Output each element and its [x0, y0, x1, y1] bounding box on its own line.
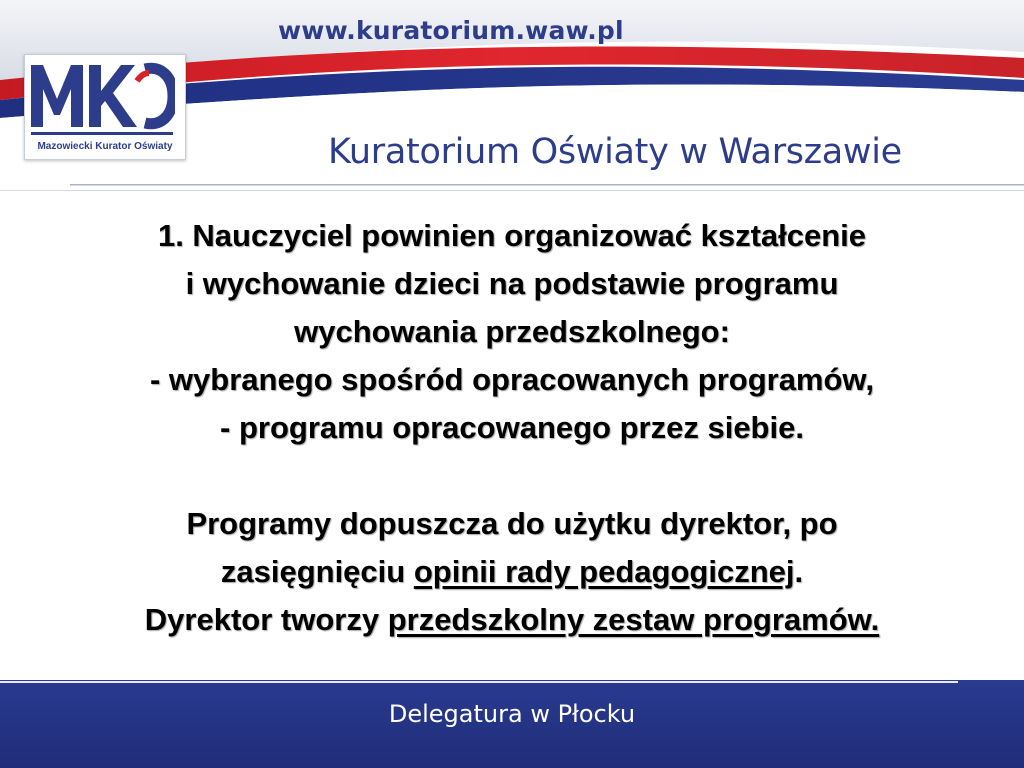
slide-body	[0, 212, 1024, 644]
footer-text: Delegatura w Płocku	[388, 700, 636, 728]
body-line	[0, 596, 1024, 644]
underlined-text: przedszkolny zestaw programów.	[387, 602, 880, 637]
body-line: i wychowanie dzieci na podstawie programu	[185, 266, 839, 301]
body-text: zasięgnięciu	[220, 554, 414, 589]
body-line: 1. Nauczyciel powinien organizować kształcenie	[157, 218, 867, 253]
body-text: Dyrektor tworzy	[144, 602, 388, 637]
footer-divider	[0, 681, 958, 683]
body-line: Programy dopuszcza do użytku dyrektor, po	[186, 506, 838, 541]
logo-caption: Mazowiecki Kurator Oświaty	[37, 141, 173, 152]
body-line: wychowania przedszkolnego:	[294, 314, 730, 349]
website-url: www.kuratorium.waw.pl	[278, 16, 624, 45]
body-text: .	[794, 554, 804, 589]
organization-name: Kuratorium Oświaty w Warszawie	[328, 132, 902, 172]
header	[0, 0, 1024, 200]
body-line	[0, 548, 1024, 596]
body-line: - programu opracowanego przez siebie.	[220, 410, 804, 445]
logo	[24, 54, 186, 160]
mko-logo-icon	[25, 55, 175, 135]
body-line: - wybranego spośród opracowanych programów,	[149, 362, 875, 397]
underlined-text: opinii rady pedagogicznej	[413, 554, 795, 589]
paragraph-gap	[0, 452, 1024, 500]
